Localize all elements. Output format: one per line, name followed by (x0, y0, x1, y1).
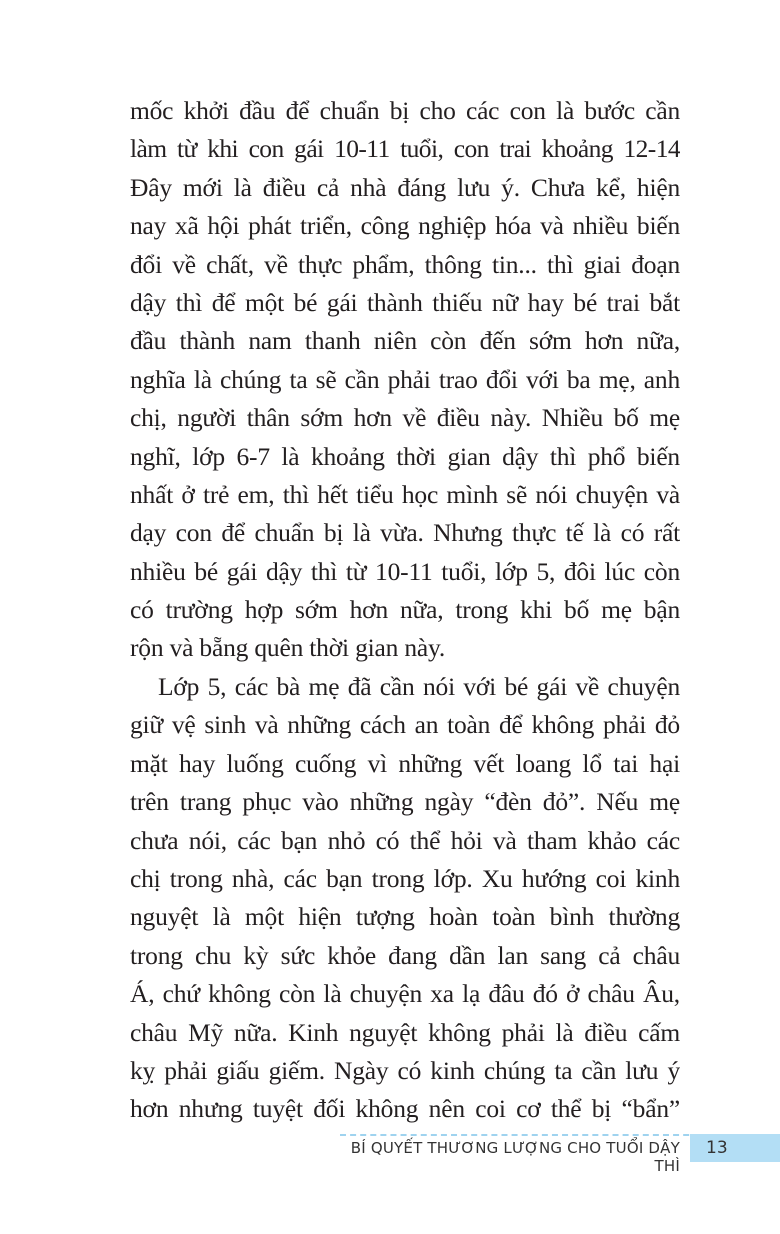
text-line: rộn và bẵng quên thời gian này. (130, 633, 446, 663)
text-line: châu Mỹ nữa. Kinh nguyệt không phải là điều cấm (130, 1017, 680, 1047)
text-line: nhiều bé gái dậy thì từ 10-11 tuổi, lớp 5, đôi lúc còn (130, 556, 680, 586)
text-line: có trường hợp sớm hơn nữa, trong khi bố mẹ bận (130, 595, 680, 625)
text-line: dạy con để chuẩn bị là vừa. Nhưng thực tế là có rất (130, 518, 680, 548)
text-line: làm từ khi con gái 10-11 tuổi, con trai khoảng 12-14 (130, 134, 680, 164)
text-line: kỵ phải giấu giếm. Ngày có kinh chúng ta cần lưu ý (130, 1055, 680, 1085)
text-line: nghĩ, lớp 6-7 là khoảng thời gian dậy thì phổ biến (130, 441, 680, 471)
text-line: đầu thành nam thanh niên còn đến sớm hơn nữa, (130, 326, 680, 356)
page-number: 13 (690, 1134, 780, 1162)
text-line: Á, chứ không còn là chuyện xa lạ đâu đó ở châu Âu, (130, 979, 680, 1009)
text-line: chị trong nhà, các bạn trong lớp. Xu hướng coi kinh (130, 863, 680, 893)
text-line: dậy thì để một bé gái thành thiếu nữ hay bé trai bắt (130, 287, 680, 317)
paragraph-2 (130, 668, 680, 1129)
text-line: đổi về chất, về thực phẩm, thông tin... thì giai đoạn (130, 249, 680, 279)
text-line: chị, người thân sớm hơn về điều này. Nhiều bố mẹ (130, 403, 680, 433)
text-line: nghĩa là chúng ta sẽ cần phải trao đổi với ba mẹ, anh (130, 364, 680, 394)
running-title: BÍ QUYẾT THƯƠNG LƯỢNG CHO TUỔI DẬY THÌ (350, 1139, 680, 1175)
text-line: nguyệt là một hiện tượng hoàn toàn bình thường (130, 902, 680, 932)
text-line: trên trang phục vào những ngày “đèn đỏ”. Nếu mẹ (130, 787, 680, 817)
text-line: chưa nói, các bạn nhỏ có thể hỏi và tham khảo các (130, 825, 680, 855)
text-line: hơn nhưng tuyệt đối không nên coi cơ thể bị “bẩn” (130, 1094, 680, 1124)
text-line: Lớp 5, các bà mẹ đã cần nói với bé gái về chuyện (158, 672, 680, 701)
text-line: nhất ở trẻ em, thì hết tiểu học mình sẽ nói chuyện và (130, 479, 680, 509)
text-line: mặt hay luống cuống vì những vết loang lổ tai hại (130, 748, 680, 778)
text-line: nay xã hội phát triển, công nghiệp hóa và nhiều biến (130, 211, 680, 241)
text-line: giữ vệ sinh và những cách an toàn để không phải đỏ (130, 710, 680, 740)
text-line: Đây mới là điều cả nhà đáng lưu ý. Chưa kể, hiện (130, 172, 680, 202)
paragraph-1 (130, 92, 680, 668)
text-line: trong chu kỳ sức khỏe đang dần lan sang cả châu (130, 940, 680, 970)
text-line: mốc khởi đầu để chuẩn bị cho các con là bước cần (130, 96, 680, 125)
